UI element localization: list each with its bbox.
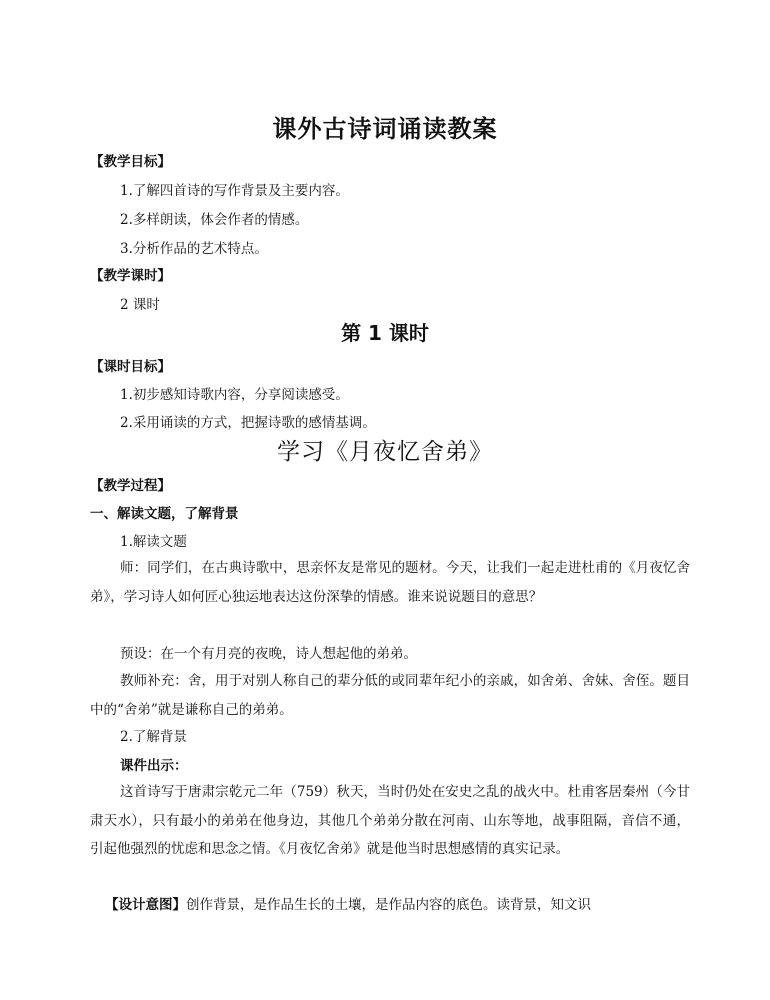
objective-item: 3.分析作品的艺术特点。 xyxy=(120,241,268,257)
lesson-goals-label: 【课时目标】 xyxy=(90,359,171,375)
lesson-goal-item: 2.采用诵读的方式，把握诗歌的感情基调。 xyxy=(120,415,376,431)
design-intent-line xyxy=(105,895,591,915)
courseware-label: 课件出示： xyxy=(120,758,188,774)
design-intent-text: 创作背景，是作品生长的土壤，是作品内容的底色。读背景，知文识 xyxy=(186,897,591,913)
background-paragraph: 这首诗写于唐肃宗乾元二年（759）秋天，当时仍处在安史之乱的战火中。杜甫客居秦州（今甘肃天水），只有最小的弟弟在他身边，其他几个弟弟分散在河南、山东等地，战事阻隔，音信不通，引起他强烈的忧虑和思念之情。《月夜忆舍弟》就是他当时思想感情的真实记录。 xyxy=(90,784,690,857)
step-heading: 2.了解背景 xyxy=(120,729,187,745)
design-intent-label: 【设计意图】 xyxy=(105,897,186,913)
objective-item: 2.多样朗读，体会作者的情感。 xyxy=(120,212,309,228)
section-heading: 一、解读文题，了解背景 xyxy=(90,506,239,522)
objective-item: 1.了解四首诗的写作背景及主要内容。 xyxy=(120,183,349,199)
document-title: 课外古诗词诵读教案 xyxy=(272,115,498,143)
hours-value: 2 课时 xyxy=(120,297,160,313)
poem-heading: 学习《月夜忆舍弟》 xyxy=(277,439,493,465)
process-label: 【教学过程】 xyxy=(90,478,171,494)
supplement-paragraph: 教师补充：舍，用于对别人称自己的辈分低的或同辈年纪小的亲戚，如舍弟、舍妹、舍侄。题目中的“舍弟”就是谦称自己的弟弟。 xyxy=(90,673,690,718)
step-heading: 1.解读文题 xyxy=(120,534,187,550)
lesson-heading: 第 1 课时 xyxy=(341,321,429,345)
lesson-goal-item: 1.初步感知诗歌内容，分享阅读感受。 xyxy=(120,387,349,403)
objectives-label: 【教学目标】 xyxy=(90,154,171,170)
hours-label: 【教学课时】 xyxy=(90,268,171,284)
preset-paragraph: 预设：在一个有月亮的夜晚，诗人想起他的弟弟。 xyxy=(120,646,417,662)
teacher-paragraph: 师：同学们，在古典诗歌中，思亲怀友是常见的题材。今天，让我们一起走进杜甫的《月夜忆舍弟》，学习诗人如何匠心独运地表达这份深挚的情感。谁来说说题目的意思？ xyxy=(90,560,690,605)
